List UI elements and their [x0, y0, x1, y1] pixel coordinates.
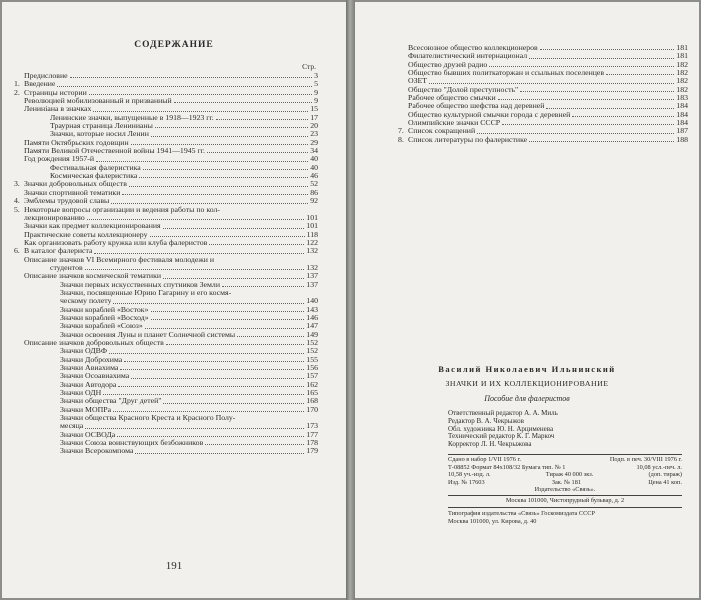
- leader-dots: [166, 344, 304, 345]
- toc-entry: [14, 431, 318, 439]
- toc-entry-title: Значки, посвященные Юрию Гагарину и его космя-: [60, 288, 232, 297]
- toc-entry-page: 179: [306, 446, 318, 456]
- leader-dots: [57, 86, 312, 87]
- toc-entry: [14, 172, 318, 180]
- toc-entry-page: 156: [306, 363, 318, 373]
- toc-entry: [14, 397, 318, 405]
- toc-entry-title: Рабочее общество шефства над деревней: [408, 102, 545, 111]
- toc-entry-title: Значки спортивной тематики: [24, 188, 121, 197]
- leader-dots: [163, 228, 305, 229]
- toc-entry-title: В каталог фалериста: [24, 247, 93, 256]
- toc-entry-page: 155: [306, 354, 318, 364]
- toc-entry-page: 178: [306, 438, 318, 448]
- toc-entry-title: Список сокращений: [408, 127, 476, 136]
- leader-dots: [163, 278, 304, 279]
- toc-entry-number: 3.: [14, 179, 20, 189]
- leader-dots: [96, 161, 308, 162]
- imprint-sheets: 10,08 усл.-печ. л.: [636, 463, 682, 471]
- toc-entry-title: Значки освоения Луны и планет Солнечной системы: [60, 330, 236, 339]
- toc-entry-page: 122: [306, 237, 318, 247]
- toc-entry: [398, 86, 688, 94]
- toc-entry: [14, 122, 318, 130]
- credit-line: Корректор Л. Н. Чекрыжова: [448, 440, 532, 449]
- leader-dots: [237, 336, 304, 337]
- toc-entry: [14, 231, 318, 239]
- page-column-label: Стр.: [302, 62, 316, 71]
- toc-entry: [14, 281, 318, 289]
- toc-entry-page: 165: [306, 388, 318, 398]
- contents-title: СОДЕРЖАНИЕ: [134, 40, 214, 50]
- toc-entry: [398, 69, 688, 77]
- toc-entry: [14, 105, 318, 113]
- toc-entry-title: Значки Союза воинствующих безбожников: [60, 439, 204, 448]
- printer-address: Москва 101000, ул. Кирова, д. 40: [448, 517, 537, 525]
- toc-entry: [398, 77, 688, 85]
- toc-entry-page: 5: [314, 79, 318, 89]
- toc-entry-title: Общество "Долой преступность": [408, 85, 519, 94]
- toc-entry: [14, 331, 318, 339]
- toc-entry-title: Космическая фалеристика: [50, 172, 138, 181]
- leader-dots: [529, 141, 674, 142]
- leader-dots: [103, 394, 304, 395]
- toc-entry-page: 118: [306, 229, 318, 239]
- toc-entry-page: 182: [676, 76, 688, 86]
- credit-line: Ответственный редактор А. А. Миль: [448, 409, 558, 417]
- leader-dots: [163, 403, 304, 404]
- toc-entry-page: 29: [310, 137, 318, 147]
- page-number: 191: [165, 560, 183, 572]
- toc-entry-title: Значки Всерокомпома: [60, 447, 134, 456]
- leader-dots: [94, 253, 304, 254]
- toc-entry: [14, 80, 318, 88]
- toc-entry-title: Значки кораблей «Союз»: [60, 322, 143, 331]
- leader-dots: [502, 124, 674, 125]
- toc-entry-title: Общество бывших политкаторжан и ссыльных поселенцев: [408, 69, 605, 78]
- toc-entry-number: 1.: [14, 79, 20, 89]
- toc-entry-number: 8.: [398, 134, 404, 144]
- toc-entry: [398, 94, 688, 102]
- toc-entry-page: 137: [306, 279, 318, 289]
- toc-entry-page: 46: [310, 171, 318, 181]
- toc-entry: [14, 164, 318, 172]
- toc-entry-title: Описание значков VI Всемирного фестиваля молодежи и: [24, 255, 214, 264]
- leader-dots: [131, 378, 304, 379]
- toc-entry: [398, 111, 688, 119]
- toc-entry: [14, 114, 318, 122]
- toc-entry-title: Значки общества "Друг детей": [60, 397, 162, 406]
- toc-entry-page: 86: [310, 187, 318, 197]
- toc-entry: [14, 97, 318, 105]
- toc-entry-title: Предисловие: [24, 72, 68, 80]
- toc-entry-page: 146: [306, 312, 318, 322]
- leader-dots: [529, 58, 674, 59]
- leader-dots: [429, 83, 674, 84]
- leader-dots: [85, 428, 304, 429]
- leader-dots: [477, 133, 674, 134]
- leader-dots: [93, 111, 308, 112]
- leader-dots: [135, 453, 304, 454]
- leader-dots: [498, 99, 675, 100]
- toc-entry-page: 149: [306, 329, 318, 339]
- leader-dots: [109, 353, 304, 354]
- toc-entry: [398, 127, 688, 135]
- toc-entry: [398, 119, 688, 127]
- leader-dots: [520, 91, 674, 92]
- leader-dots: [222, 286, 304, 287]
- toc-entry-title: Год рождения 1957-й: [24, 155, 95, 164]
- toc-entry-title: Значки Автодора: [60, 380, 117, 389]
- toc-entry-title: Общество друзей радио: [408, 60, 488, 69]
- toc-entry-title: Ленинiана в значках: [24, 105, 92, 114]
- toc-entry: [398, 136, 688, 144]
- toc-entry-title: Введение: [24, 80, 56, 89]
- imprint-order: Зак. № 181: [551, 478, 581, 486]
- toc-entry: [14, 264, 318, 272]
- leader-dots: [151, 136, 308, 137]
- toc-entry: [14, 364, 318, 372]
- leader-dots: [209, 244, 304, 245]
- leader-dots: [151, 311, 305, 312]
- toc-entry-title: Значки добровольных обществ: [24, 180, 127, 189]
- toc-entry-page: 143: [306, 304, 318, 314]
- toc-entry-title: Список литературы по фалеристике: [408, 135, 528, 144]
- toc-entry-page: 177: [306, 429, 318, 439]
- toc-entry-title: Рабочее общество смычки: [408, 94, 496, 103]
- toc-entry: [14, 381, 318, 389]
- toc-entry-page: 182: [676, 84, 688, 94]
- toc-entry-page: 34: [310, 146, 318, 156]
- printer-block: [448, 510, 682, 525]
- imprint-signed: Подп. в печ. 30/VIII 1976 г.: [609, 456, 682, 463]
- credit-line: Редактор В. А. Чекрыжов: [448, 416, 524, 425]
- toc-entry-title: Значки кораблей «Восток»: [60, 305, 149, 314]
- toc-entry-page: 170: [306, 404, 318, 414]
- leader-dots: [120, 369, 304, 370]
- leader-dots: [207, 152, 308, 153]
- toc-entry-title: Значки кораблей «Восход»: [60, 313, 149, 322]
- editorial-credits: [448, 410, 558, 449]
- toc-entry-page: 132: [306, 262, 318, 272]
- toc-entry-page: 162: [306, 379, 318, 389]
- toc-entry-number: 5.: [14, 204, 20, 214]
- toc-entry: [14, 197, 318, 205]
- toc-entry-title: Значки Авиахима: [60, 364, 119, 373]
- toc-entry-title: Олимпийские значки СССР: [408, 119, 501, 128]
- toc-entry-title: Как организовать работу кружка или клуба фалеристов: [24, 238, 208, 247]
- divider: [448, 507, 682, 508]
- toc-entry-page: 182: [676, 68, 688, 78]
- toc-entry-title: Памяти Великой Отечественной войны 1941—1945 гг.: [24, 147, 205, 156]
- toc-entry: [14, 314, 318, 322]
- toc-entry-page: 92: [310, 196, 318, 206]
- toc-entry: [14, 239, 318, 247]
- toc-entry-page: 184: [676, 101, 688, 111]
- imprint-publisher: Издательство «Связь».: [534, 486, 596, 494]
- leader-dots: [143, 169, 308, 170]
- imprint-typeset: Сдано в набор 1/VII 1976 г.: [448, 456, 521, 463]
- leader-dots: [489, 66, 674, 67]
- toc-entry-page: 168: [306, 396, 318, 406]
- toc-entry-title: месяца: [60, 422, 84, 431]
- leader-dots: [129, 186, 308, 187]
- toc-entry: [14, 155, 318, 163]
- toc-entry-page: 132: [306, 246, 318, 256]
- divider: [448, 495, 682, 496]
- toc-entry-title: Филателистический интернационал: [408, 52, 528, 61]
- toc-entry: [14, 72, 318, 80]
- toc-entry-page: 183: [676, 93, 688, 103]
- toc-entry: [14, 297, 318, 305]
- toc-entry: [14, 206, 318, 214]
- toc-entry-page: 40: [310, 162, 318, 172]
- leader-dots: [150, 236, 305, 237]
- toc-entry-title: ОЗЕТ: [408, 77, 428, 86]
- toc-entry-title: Значки ОДВФ: [60, 347, 107, 356]
- toc-entry: [14, 256, 318, 264]
- toc-list: [14, 72, 318, 456]
- toc-entry-page: 3: [314, 71, 318, 80]
- book-title: ЗНАЧКИ И ИХ КОЛЛЕКЦИОНИРОВАНИЕ: [445, 379, 609, 388]
- toc-entry-page: 181: [676, 51, 688, 61]
- toc-entry-page: 15: [310, 104, 318, 114]
- toc-entry-page: 40: [310, 154, 318, 164]
- printer-name: Типография издательства «Связь» Госкомиздата СССР: [448, 510, 596, 517]
- toc-entry: [398, 102, 688, 110]
- toc-entry-page: 17: [310, 112, 318, 122]
- imprint-edition: Изд. № 17603: [448, 478, 485, 486]
- toc-entry: [14, 339, 318, 347]
- publisher-address: Москва 101000, Чистопрудный бульвар, д. 2: [505, 497, 625, 504]
- book-gutter: [346, 0, 355, 600]
- toc-entry: [14, 147, 318, 155]
- imprint-format: Т-08852 Формат 84x108/32 Бумага тип. № 1: [448, 463, 566, 471]
- toc-entry-title: Значки как предмет коллекционирования: [24, 222, 161, 231]
- toc-entry-title: Значки Доброхима: [60, 355, 123, 364]
- toc-entry-number: 2.: [14, 87, 20, 97]
- toc-entry-title: Революцией мобилизованный и призванный: [24, 97, 172, 106]
- leader-dots: [174, 102, 312, 103]
- leader-dots: [151, 319, 305, 320]
- toc-entry: [14, 222, 318, 230]
- leader-dots: [606, 74, 674, 75]
- toc-entry: [14, 389, 318, 397]
- toc-entry-title: Ленинские значки, выпущенные в 1918—1923 гг.: [50, 113, 214, 122]
- divider: [448, 454, 682, 455]
- toc-entry: [14, 272, 318, 280]
- toc-entry-title: Значки Осоавиахима: [60, 372, 130, 381]
- toc-entry-title: лекционированию: [24, 213, 85, 222]
- leader-dots: [113, 303, 304, 304]
- toc-entry-page: 101: [306, 212, 318, 222]
- toc-entry-page: 20: [310, 121, 318, 131]
- imprint-run: Тираж 40 000 экз.: [545, 471, 594, 479]
- toc-entry: [14, 189, 318, 197]
- toc-entry-page: 137: [306, 271, 318, 281]
- leader-dots: [205, 444, 304, 445]
- toc-entry-page: 147: [306, 321, 318, 331]
- toc-entry: [14, 247, 318, 255]
- toc-entry-page: 157: [306, 371, 318, 381]
- imprint-price: Цена 41 коп.: [648, 478, 682, 486]
- toc-entry-page: 182: [676, 59, 688, 69]
- toc-entry-title: Значки первых искусственных спутников Земли: [60, 280, 220, 289]
- toc-entry-title: Эмблемы трудовой славы: [24, 197, 110, 206]
- toc-entry: [14, 130, 318, 138]
- toc-entry: [14, 372, 318, 380]
- toc-entry-page: 184: [676, 118, 688, 128]
- toc-entry-title: Некоторые вопросы организации и ведения работы по кол-: [24, 205, 221, 214]
- leader-dots: [117, 436, 304, 437]
- toc-entry: [14, 439, 318, 447]
- toc-entry-title: Значки ОДН: [60, 389, 102, 398]
- toc-entry-page: 9: [314, 87, 318, 97]
- toc-entry-number: 6.: [14, 246, 20, 256]
- toc-entry: [14, 447, 318, 455]
- toc-entry-page: 152: [306, 338, 318, 347]
- toc-entry: [14, 406, 318, 414]
- toc-entry-title: Описание значков космической тематики: [24, 272, 162, 281]
- toc-entry-page: 152: [306, 346, 318, 356]
- toc-entry-page: 188: [676, 134, 688, 144]
- toc-entry-number: 4.: [14, 196, 20, 206]
- toc-entry-title: Практические советы коллекционеру: [24, 230, 148, 239]
- toc-entry-title: Страницы истории: [24, 88, 87, 97]
- toc-entry: [14, 89, 318, 97]
- toc-list-continued: [398, 44, 688, 144]
- toc-entry: [398, 61, 688, 69]
- leader-dots: [70, 77, 313, 78]
- toc-entry-page: 173: [306, 421, 318, 431]
- leader-dots: [155, 127, 308, 128]
- leader-dots: [540, 49, 675, 50]
- leader-dots: [131, 144, 309, 145]
- toc-entry: [14, 214, 318, 222]
- toc-entry: [14, 180, 318, 188]
- toc-entry-page: 187: [676, 126, 688, 136]
- leader-dots: [113, 411, 304, 412]
- toc-entry-title: Общество культурной смычки города с деревней: [408, 110, 571, 119]
- toc-entry-title: Фестивальная фалеристика: [50, 163, 141, 172]
- toc-entry-page: 140: [306, 296, 318, 306]
- author-name: Василий Николаевич Ильнинский: [438, 364, 616, 374]
- toc-entry-title: Значки, которые носил Ленин: [50, 130, 149, 139]
- leader-dots: [89, 94, 312, 95]
- toc-entry-page: 9: [314, 96, 318, 106]
- toc-entry-page: 184: [676, 109, 688, 119]
- left-page: [2, 2, 346, 598]
- leader-dots: [122, 194, 308, 195]
- toc-entry: [14, 347, 318, 355]
- imprint-block: [448, 456, 682, 494]
- toc-entry-title: Значки ОСВОДа: [60, 430, 116, 439]
- imprint-run-note: (доп. тираж): [648, 471, 682, 479]
- leader-dots: [216, 119, 308, 120]
- credit-line: Технический редактор К. Г. Маркоч: [448, 432, 555, 441]
- leader-dots: [572, 116, 674, 117]
- toc-entry-title: ческому полету: [60, 297, 112, 306]
- toc-entry: [14, 422, 318, 430]
- toc-entry-page: 52: [310, 179, 318, 189]
- leader-dots: [87, 219, 305, 220]
- leader-dots: [139, 177, 308, 178]
- toc-entry: [398, 52, 688, 60]
- toc-entry-title: Всесоюзное общество коллекционеров: [408, 44, 538, 52]
- toc-entry-title: Описание значков добровольных обществ: [24, 339, 164, 347]
- leader-dots: [85, 269, 305, 270]
- toc-entry-title: Памяти Октябрьских годовщин: [24, 138, 129, 147]
- leader-dots: [546, 108, 674, 109]
- toc-entry: [14, 289, 318, 297]
- toc-entry-page: 181: [676, 43, 688, 52]
- toc-entry-number: 7.: [398, 126, 404, 136]
- toc-entry: [14, 306, 318, 314]
- toc-entry-title: Значки общества Красного Креста и Красного Полу-: [60, 414, 236, 423]
- credit-line: Обл. художника Ю. Н. Арцименева: [448, 424, 554, 433]
- toc-entry: [14, 322, 318, 330]
- right-page: [355, 2, 699, 598]
- leader-dots: [124, 361, 304, 362]
- toc-entry-title: студентов: [50, 263, 83, 272]
- leader-dots: [111, 203, 308, 204]
- toc-entry: [14, 356, 318, 364]
- toc-entry: [398, 44, 688, 52]
- toc-entry-page: 101: [306, 221, 318, 231]
- leader-dots: [118, 386, 304, 387]
- toc-entry: [14, 139, 318, 147]
- leader-dots: [145, 328, 305, 329]
- toc-entry-title: Значки МОПРа: [60, 405, 112, 414]
- toc-entry-title: Траурная страница Ленинианы: [50, 122, 153, 131]
- book-subtitle: Пособие для фалеристов: [484, 394, 570, 403]
- imprint-pub-sheets: 10,58 уч.-изд. л.: [448, 471, 491, 479]
- toc-entry-page: 23: [310, 129, 318, 139]
- toc-entry: [14, 414, 318, 422]
